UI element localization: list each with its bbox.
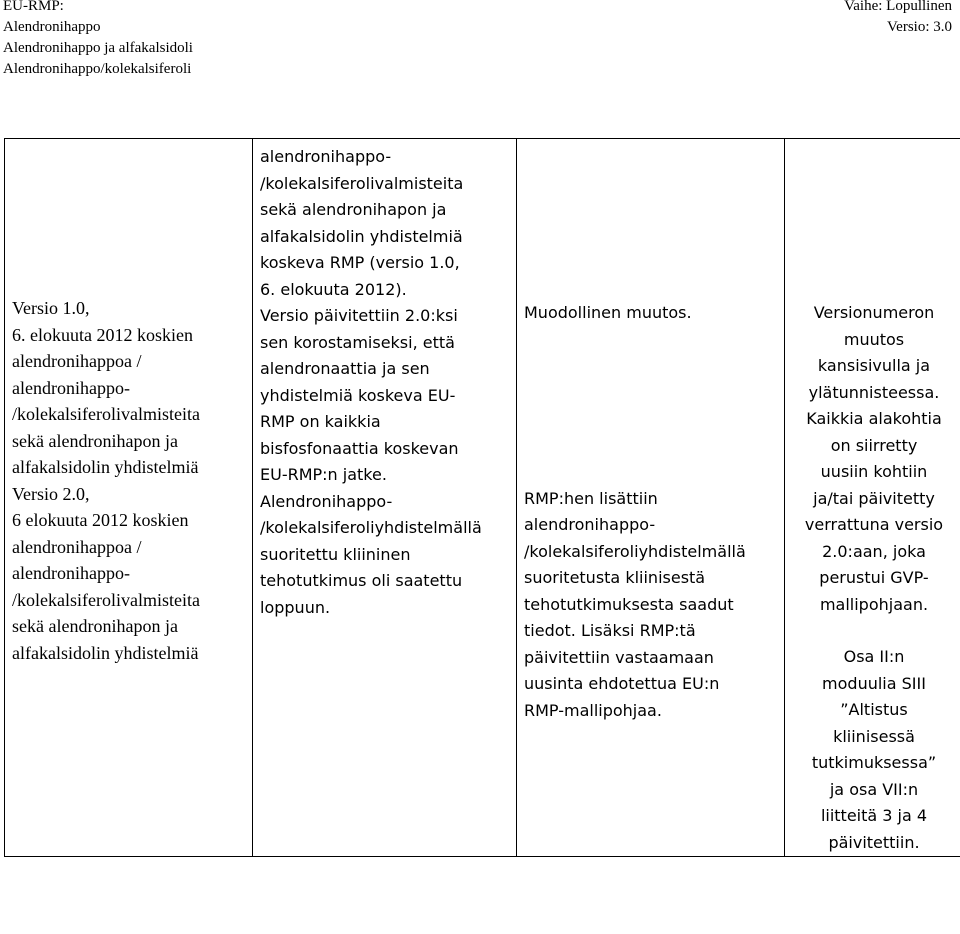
text-line: /kolekalsiferolivalmisteita bbox=[12, 589, 200, 610]
text-line: uusiin kohtiin bbox=[820, 462, 928, 481]
text-line: alendronaattia ja sen bbox=[260, 359, 430, 378]
text-line: alendronihappo- bbox=[524, 515, 656, 534]
text-line bbox=[524, 459, 780, 486]
text-line: RMP on kaikkia bbox=[260, 412, 381, 431]
header-line: EU-RMP: bbox=[3, 0, 64, 14]
text-line: loppuun. bbox=[260, 597, 331, 617]
text-line: ”Altistus bbox=[840, 700, 908, 719]
text-line: alfakalsidolin yhdistelmiä bbox=[260, 226, 463, 246]
text-line: ylätunnisteessa. bbox=[808, 382, 940, 402]
text-line: alendronihappo- bbox=[12, 377, 130, 398]
text-line: alendronihappoa / bbox=[12, 536, 142, 557]
text-line: Versio päivitettiin 2.0:ksi bbox=[260, 306, 458, 325]
text-line: Versionumeron bbox=[813, 303, 935, 322]
text-line: suoritettu kliininen bbox=[260, 544, 411, 564]
text-line: Alendronihappo- bbox=[260, 491, 393, 511]
text-line: alendronihappo- bbox=[260, 147, 392, 166]
header-line: Alendronihappo bbox=[3, 19, 101, 35]
text-line: liitteitä 3 ja 4 bbox=[820, 806, 928, 825]
text-line: alfakalsidolin yhdistelmiä bbox=[12, 642, 199, 663]
text-line: bisfosfonaattia koskevan bbox=[260, 438, 459, 458]
spacer bbox=[792, 618, 956, 644]
text-line: tehotutkimuksesta saadut bbox=[524, 594, 734, 614]
text-line: /kolekalsiferoliyhdistelmällä bbox=[524, 541, 746, 561]
text-line: sekä alendronihapon ja bbox=[12, 430, 178, 451]
text-line: koskeva RMP (versio 1.0, bbox=[260, 253, 460, 272]
text-line: päivitettiin. bbox=[828, 832, 920, 852]
text-line: perustui GVP- bbox=[819, 568, 929, 587]
text-line: on siirretty bbox=[830, 435, 918, 455]
text-line: alfakalsidolin yhdistelmiä bbox=[12, 457, 199, 477]
text-line: päivitettiin vastaamaan bbox=[524, 647, 714, 667]
text-line: tiedot. Lisäksi RMP:tä bbox=[524, 621, 696, 640]
text-line: moduulia SIII bbox=[822, 673, 926, 693]
text-line: /kolekalsiferoliyhdistelmällä bbox=[260, 518, 482, 537]
text-line: sekä alendronihapon ja bbox=[12, 616, 178, 636]
text-line: /kolekalsiferolivalmisteita bbox=[260, 173, 464, 193]
text-line bbox=[524, 327, 780, 354]
text-line: tutkimuksessa” bbox=[811, 753, 937, 772]
cell-version-info bbox=[5, 139, 253, 857]
text-line: 2.0:aan, joka bbox=[822, 541, 926, 561]
text-line: verrattuna versio bbox=[804, 515, 944, 534]
cell-change-location bbox=[785, 139, 960, 857]
text-line: Kaikkia alakohtia bbox=[806, 409, 942, 428]
header-line: Alendronihappo ja alfakalsidoli bbox=[3, 40, 193, 56]
text-line: kliinisessä bbox=[833, 726, 915, 746]
text-line: 6. elokuuta 2012 koskien bbox=[12, 324, 193, 345]
text-line: muutos bbox=[843, 329, 905, 349]
text-line: tehotutkimus oli saatettu bbox=[260, 571, 463, 590]
text-line: suoritetusta kliinisestä bbox=[524, 568, 706, 587]
cell-change-description bbox=[253, 139, 517, 857]
text-line: Versio 1.0, bbox=[12, 298, 90, 318]
text-line: uusinta ehdotettua EU:n bbox=[524, 674, 720, 693]
text-line: ja/tai päivitetty bbox=[813, 488, 935, 508]
text-line: sekä alendronihapon ja bbox=[260, 200, 447, 219]
cell-change-reason bbox=[517, 139, 785, 857]
text-line: sen korostamiseksi, että bbox=[260, 332, 455, 352]
text-line: /kolekalsiferolivalmisteita bbox=[12, 404, 200, 424]
text-line: RMP:hen lisättiin bbox=[524, 488, 658, 508]
text-line: RMP-mallipohjaa. bbox=[524, 700, 662, 720]
header-line: Alendronihappo/kolekalsiferoli bbox=[3, 61, 192, 77]
header-right-block bbox=[844, 0, 952, 38]
text-line bbox=[524, 380, 780, 407]
text-line: alendronihappo- bbox=[12, 563, 130, 583]
text-line bbox=[524, 406, 780, 433]
document-header bbox=[0, 0, 960, 90]
version-info-text bbox=[5, 139, 252, 666]
change-location-text bbox=[785, 139, 960, 856]
table-row bbox=[5, 139, 960, 857]
text-line: kansisivulla ja bbox=[817, 356, 931, 375]
phase-label: Vaihe: Lopullinen bbox=[844, 0, 952, 14]
text-line bbox=[524, 353, 780, 380]
change-description-text bbox=[253, 139, 516, 621]
text-line: Muodollinen muutos. bbox=[524, 303, 692, 322]
text-line: yhdistelmiä koskeva EU- bbox=[260, 385, 456, 405]
text-line: Osa II:n bbox=[843, 647, 905, 666]
text-line: Versio 2.0, bbox=[12, 483, 90, 504]
text-line: EU-RMP:n jatke. bbox=[260, 465, 387, 484]
text-line: mallipohjaan. bbox=[819, 594, 929, 614]
revision-table bbox=[4, 138, 960, 857]
text-line: 6. elokuuta 2012). bbox=[260, 279, 407, 299]
text-line: 6 elokuuta 2012 koskien bbox=[12, 510, 189, 530]
header-left-block bbox=[3, 0, 193, 80]
text-line bbox=[524, 433, 780, 460]
text-line: alendronihappoa / bbox=[12, 351, 142, 371]
text-line: ja osa VII:n bbox=[829, 779, 919, 799]
change-reason-text bbox=[517, 139, 784, 724]
version-label: Versio: 3.0 bbox=[887, 19, 952, 35]
